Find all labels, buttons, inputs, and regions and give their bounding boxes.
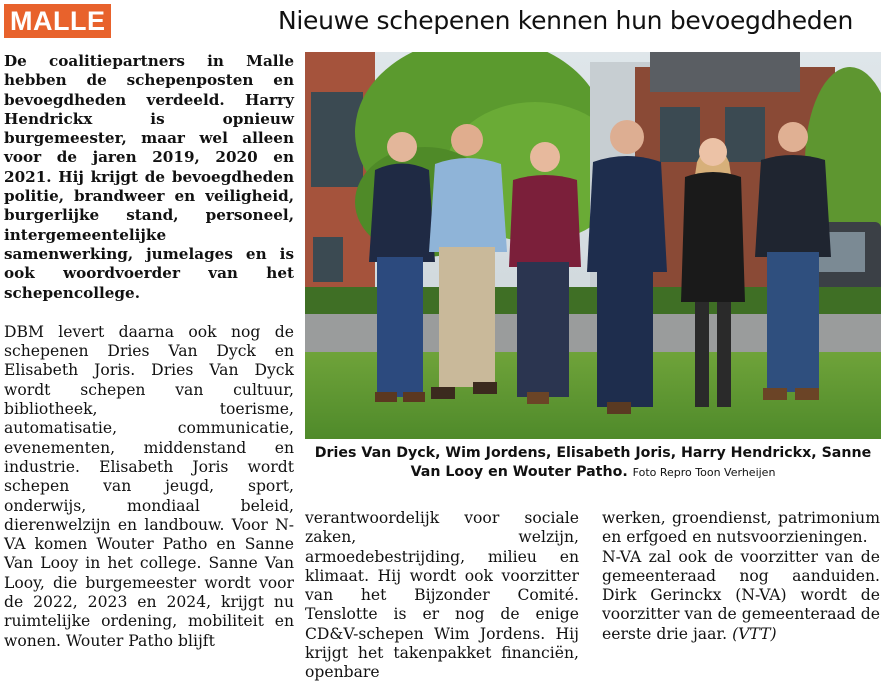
article-body-part-1: DBM levert daarna ook nog de schepenen Dries Van Dyck en Elisabeth Joris. Dries Van Dyck wordt schepen van cultuur, bibliotheek, toerisme, automatisatie, communicatie, evenementen, middenstand en industrie. Elisabeth Joris wordt schepen van jeugd, sport, onderwijs, mondiaal beleid, dierenwelzijn en landbouw. Voor N-VA komen Wouter Patho en Sanne Van Looy in het college. Sanne Van Looy, die burgemeester wordt voor de 2022, 2023 en 2024, krijgt nu ruimtelijke ordening, mobiliteit en wonen. Wouter Patho blijft [4, 322, 294, 650]
article-body-part-3b-text: N-VA zal ook de voorzitter van de gemeenteraad nog aanduiden. Dirk Gerinckx (N-VA) wordt de voorzitter van de gemeenteraad de eerste drie jaar. [602, 547, 880, 643]
article-lead: De coalitiepartners in Malle hebben de schepenposten en bevoegdheden verdeeld. Harry Hendrickx is opnieuw burgemeester, maar wel alleen voor de jaren 2019, 2020 en 2021. Hij krijgt de bevoegdheden politie, brandweer en veiligheid, burgerlijke stand, personeel, intergemeentelijke samenwerking, jumelages en is ook woordvoerder van het schepencollege. [4, 52, 294, 302]
section-kicker: MALLE [4, 4, 111, 38]
article-byline: (VTT) [732, 624, 777, 643]
article-body-part-2: verantwoordelijk voor sociale zaken, welzijn, armoedebestrijding, milieu en klimaat. Hij wordt ook voorzitter van het Bijzonder Comité. Tenslotte is er nog de enige CD&V-schepen Wim Jordens. Hij krijgt het takenpakket financiën, openbare [305, 509, 579, 682]
photo-credit: Foto Repro Toon Verheijen [632, 466, 776, 479]
article-body-part-3b [602, 548, 880, 644]
column-1 [4, 52, 294, 651]
column-3 [602, 509, 880, 644]
column-2 [305, 509, 579, 683]
article-photo [305, 52, 881, 439]
caption-names: Dries Van Dyck, Wim Jordens, Elisabeth Joris, Harry Hendrickx, Sanne Van Looy en Wouter Patho. [314, 445, 872, 480]
article-headline: Nieuwe schepenen kennen hun bevoegdheden [278, 6, 853, 35]
photo-caption [305, 444, 881, 482]
article-body-part-3a: werken, groendienst, patrimonium en erfgoed en nutsvoorzieningen. [602, 509, 880, 547]
